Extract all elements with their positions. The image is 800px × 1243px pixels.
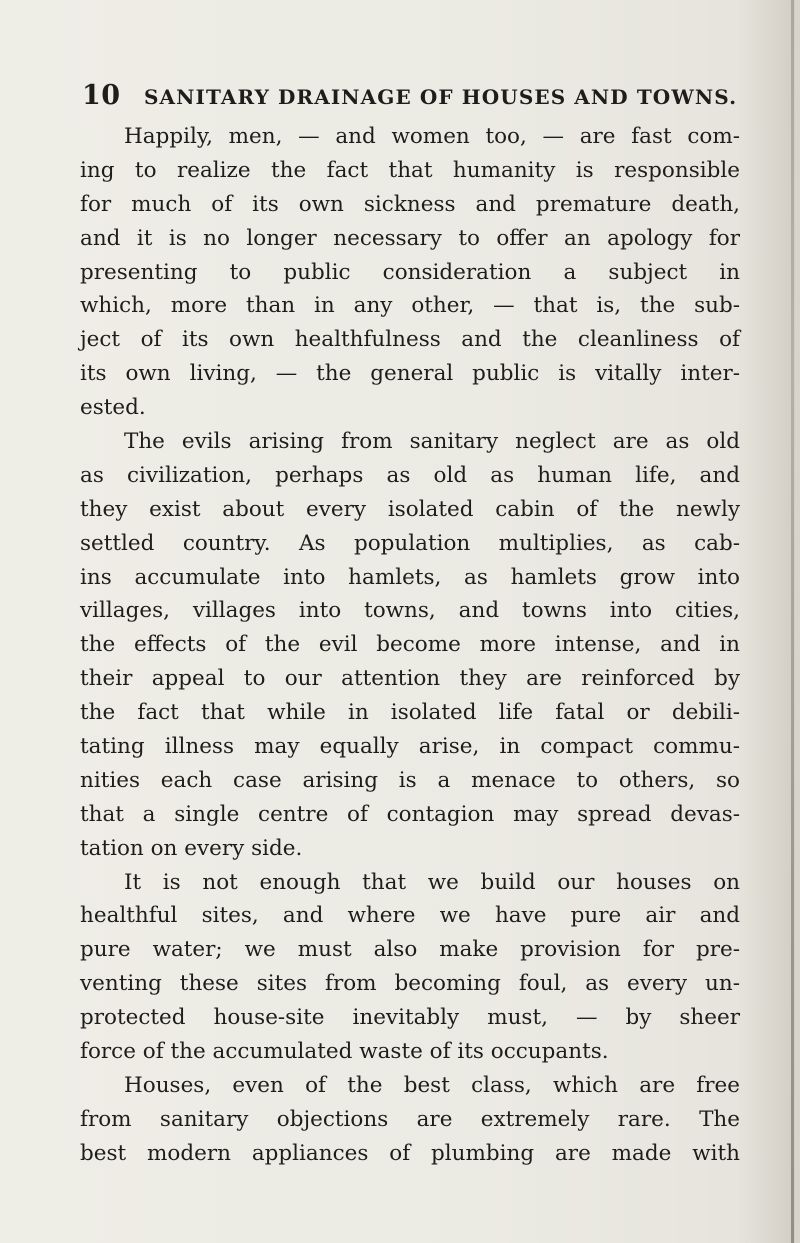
text-line: Happily, men, — and women too, — are fast com- xyxy=(124,124,740,149)
text-line: that a single centre of contagion may spread devas- xyxy=(80,801,740,827)
text-line: and it is no longer necessary to offer an apology for xyxy=(80,225,740,251)
text-line: pure water; we must also make provision for pre- xyxy=(80,937,740,963)
text-line: tation on every side. xyxy=(80,835,303,861)
text-line: they exist about every isolated cabin of the newly xyxy=(80,496,740,522)
text-line: their appeal to our attention they are reinforced by xyxy=(80,666,740,692)
text-line: the effects of the evil become more intense, and in xyxy=(80,632,740,658)
text-line: the fact that while in isolated life fatal or debili- xyxy=(80,700,740,726)
text-line: villages, villages into towns, and towns into cities, xyxy=(80,598,740,624)
text-line: its own living, — the general public is vitally inter- xyxy=(80,361,740,387)
text-line: ing to realize the fact that humanity is responsible xyxy=(80,157,740,183)
text-line: It is not enough that we build our houses on xyxy=(124,869,740,895)
running-title: SANITARY DRAINAGE OF HOUSES AND TOWNS. xyxy=(144,85,738,109)
text-line: from sanitary objections are extremely rare. The xyxy=(80,1106,740,1132)
text-line: best modern appliances of plumbing are made with xyxy=(80,1140,740,1166)
text-line: tating illness may equally arise, in compact commu- xyxy=(80,734,740,760)
text-line: ject of its own healthfulness and the cleanliness of xyxy=(80,327,740,353)
text-line: Houses, even of the best class, which are free xyxy=(124,1072,740,1098)
page-header xyxy=(82,80,738,114)
text-line: venting these sites from becoming foul, as every un- xyxy=(80,971,740,997)
text-line: healthful sites, and where we have pure air and xyxy=(80,903,740,929)
text-line: as civilization, perhaps as old as human life, and xyxy=(80,462,740,488)
text-line: ested. xyxy=(80,395,146,421)
body-text xyxy=(80,120,740,1171)
text-line: presenting to public consideration a subject in xyxy=(80,259,740,285)
text-line: settled country. As population multiplies, as cab- xyxy=(80,530,740,556)
text-line: The evils arising from sanitary neglect are as old xyxy=(124,429,740,455)
text-line: nities each case arising is a menace to others, so xyxy=(80,767,740,793)
page-number: 10 xyxy=(82,80,121,111)
text-line: force of the accumulated waste of its occupants. xyxy=(80,1039,609,1065)
text-line: protected house-site inevitably must, — by sheer xyxy=(80,1005,740,1031)
text-line: ins accumulate into hamlets, as hamlets grow into xyxy=(80,564,740,590)
page-edge-line xyxy=(791,0,794,1243)
page-edge-shadow xyxy=(795,0,800,1243)
text-line: for much of its own sickness and premature death, xyxy=(80,191,740,217)
text-line: which, more than in any other, — that is, the sub- xyxy=(80,293,740,319)
